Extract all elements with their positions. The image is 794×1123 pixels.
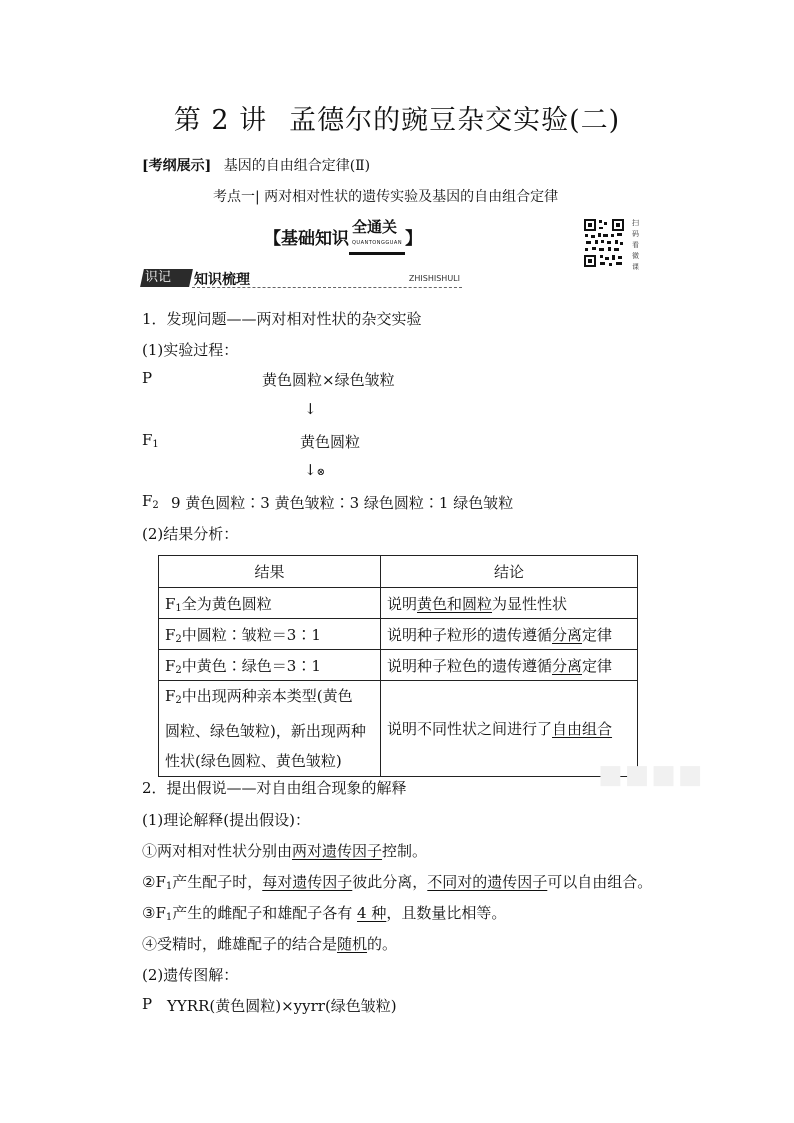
table-header-cell: 结果	[159, 556, 381, 588]
table-row	[159, 681, 638, 777]
s2-item-2: $②F_1$产生配子时，每对遗传因子彼此分离，不同对的遗传因子可以自由组合。	[142, 873, 653, 892]
qr-caption-char: 课	[632, 263, 639, 271]
qr-caption-char: 看	[632, 241, 639, 249]
qr-caption-char: 微	[632, 252, 639, 260]
syllabus-text: 基因的自由组合定律(Ⅱ)	[223, 158, 371, 174]
section-tag	[140, 269, 193, 287]
watermark: ■■■■	[598, 760, 705, 790]
s2-item-4: ④受精时，雌雄配子的结合是随机的。	[142, 935, 398, 953]
s2-sub1: (1)理论解释(提出假设)：	[142, 811, 310, 829]
table-row	[159, 588, 638, 619]
s2-p-text: YYRR(黄色圆粒)×yyrr(绿色皱粒)	[167, 997, 397, 1015]
table-cell-conclusion: 说明种子粒形的遗传遵循分离定律	[381, 619, 638, 650]
cross-f2-text: 9 黄色圆粒∶3 黄色皱粒∶3 绿色圆粒∶1 绿色皱粒	[171, 494, 514, 512]
section-divider	[192, 287, 462, 288]
s1-heading: 1．发现问题——两对相对性状的杂交实验	[142, 310, 422, 328]
section-header	[142, 268, 462, 288]
cross-f2-label: $F_2$	[142, 492, 159, 511]
qr-code-icon[interactable]	[583, 218, 625, 268]
title-lecture-number: 第 2 讲	[173, 105, 268, 136]
section-pinyin: ZHISHISHULI	[408, 274, 460, 283]
page-title	[0, 98, 794, 137]
s2-p-label: P	[142, 995, 153, 1013]
section-name: 知识梳理	[194, 272, 250, 288]
cross-p-label: P	[142, 369, 153, 387]
cross-f1-text: 黄色圆粒	[300, 433, 361, 451]
banner-pill-sub: QUANTONGGUAN	[352, 240, 403, 246]
qr-caption	[632, 218, 640, 273]
table-cell-result: $F_2$中出现两种亲本类型(黄色 圆粒、绿色皱粒)，新出现两种 性状(绿色圆粒、黄色皱粒)	[159, 681, 381, 777]
table-row	[159, 650, 638, 681]
key-point-label: 考点一|	[213, 189, 260, 205]
table-row	[159, 619, 638, 650]
analysis-heading: (2)结果分析：	[142, 525, 239, 543]
table-cell-result: $F_2$中黄色∶绿色＝3∶1	[159, 650, 381, 681]
s2-sub2: (2)遗传图解：	[142, 966, 239, 984]
table-header-row	[159, 556, 638, 588]
s2-item-3: $③F_1$产生的雌配子和雄配子各有 4 种，且数量比相等。	[142, 904, 507, 923]
s2-heading: 2．提出假说——对自由组合现象的解释	[142, 779, 407, 797]
key-point-line	[213, 186, 558, 206]
table-header-cell: 结论	[381, 556, 638, 588]
table-cell-conclusion: 说明不同性状之间进行了自由组合	[381, 681, 638, 777]
banner-pill	[349, 218, 405, 255]
selfing-icon: ⊗	[316, 467, 325, 478]
table-cell-result: $F_1$全为黄色圆粒	[159, 588, 381, 619]
banner-left-text: 【基础知识	[264, 229, 349, 249]
cross-f1-label: $F_1$	[142, 431, 159, 450]
basic-knowledge-banner	[264, 218, 422, 255]
syllabus-line	[142, 155, 370, 175]
cross-arrow-2: ↓⊗	[304, 461, 325, 479]
key-point-text: 两对相对性状的遗传实验及基因的自由组合定律	[264, 189, 559, 205]
title-topic: 孟德尔的豌豆杂交实验(二)	[289, 105, 621, 136]
qr-caption-char: 扫	[632, 219, 639, 227]
banner-pill-text: 全通关	[352, 218, 398, 236]
table-cell-conclusion: 说明种子粒色的遗传遵循分离定律	[381, 650, 638, 681]
banner-right-text: 】	[405, 229, 423, 249]
table-cell-conclusion: 说明黄色和圆粒为显性性状	[381, 588, 638, 619]
s2-item-1: ①两对相对性状分别由两对遗传因子控制。	[142, 842, 428, 860]
cross-arrow-1: ↓	[304, 400, 317, 418]
syllabus-label: [考纲展示]	[142, 158, 212, 174]
table-cell-result: $F_2$中圆粒∶皱粒＝3∶1	[159, 619, 381, 650]
qr-caption-char: 码	[632, 230, 639, 238]
results-table	[158, 555, 638, 777]
cross-p-text: 黄色圆粒×绿色皱粒	[262, 371, 395, 389]
section-tag-text: 识记	[145, 270, 172, 285]
s1-sub1: (1)实验过程：	[142, 341, 239, 359]
